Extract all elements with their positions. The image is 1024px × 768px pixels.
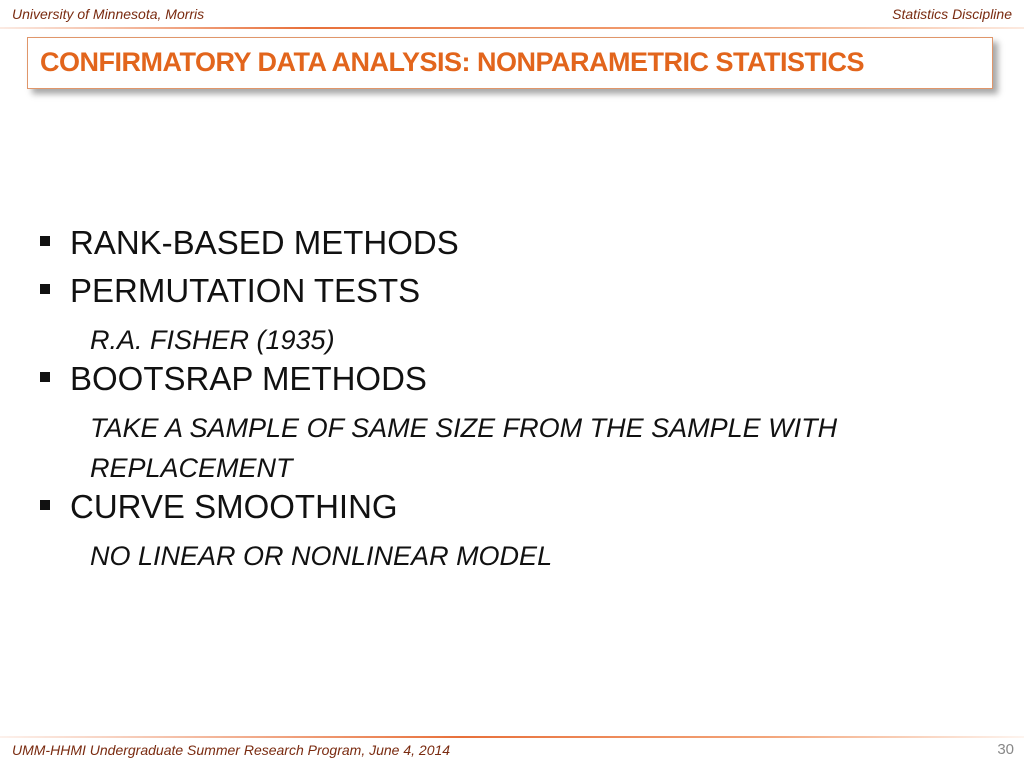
bullet-text: RANK-BASED METHODS [70, 224, 459, 261]
footer-program: UMM-HHMI Undergraduate Summer Research Program, June 4, 2014 [12, 742, 451, 758]
header-institution: University of Minnesota, Morris [12, 6, 205, 22]
bullet-list [40, 224, 960, 576]
sub-bullet-text: NO LINEAR OR NONLINEAR MODEL [90, 541, 553, 571]
sub-bullet-text: R.A. FISHER (1935) [90, 325, 335, 355]
header-discipline: Statistics Discipline [892, 6, 1012, 22]
bullet-item [40, 224, 960, 272]
bullet-text: PERMUTATION TESTS [70, 272, 421, 309]
bullet-item [40, 272, 960, 320]
header-divider [0, 27, 1024, 29]
sub-bullet-text: TAKE A SAMPLE OF SAME SIZE FROM THE SAMPLE WITH REPLACEMENT [90, 413, 838, 483]
bullet-text: BOOTSRAP METHODS [70, 360, 427, 397]
page-number: 30 [997, 741, 1014, 758]
square-bullet-icon [40, 500, 50, 510]
square-bullet-icon [40, 236, 50, 246]
title-box [27, 37, 993, 89]
bullet-item [40, 488, 960, 536]
bullet-text: CURVE SMOOTHING [70, 488, 398, 525]
bullet-item [40, 360, 960, 408]
slide-title: CONFIRMATORY DATA ANALYSIS: NONPARAMETRIC STATISTICS [40, 47, 864, 77]
square-bullet-icon [40, 372, 50, 382]
square-bullet-icon [40, 284, 50, 294]
footer-divider [0, 736, 1024, 738]
